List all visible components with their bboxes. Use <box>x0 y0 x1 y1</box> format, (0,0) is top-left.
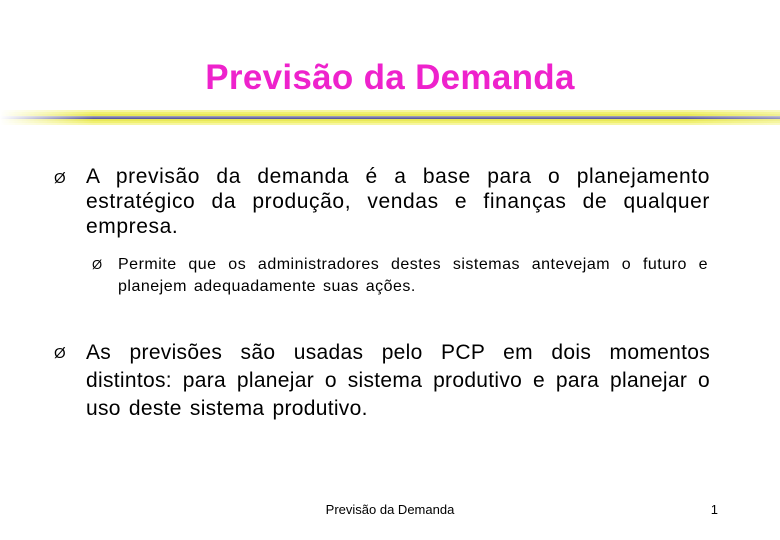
bullet-2 <box>54 339 710 423</box>
bullet-text: A previsão da demanda é a base para o planejamento estratégico da produção, vendas e finanças de qualquer empresa. <box>86 165 710 238</box>
page-number: 1 <box>710 502 718 517</box>
arrow-bullet-icon: Ø <box>92 257 103 272</box>
slide-footer: Previsão da Demanda <box>325 502 455 517</box>
sub-bullet-1 <box>92 254 708 298</box>
bullet-text: As previsões são usadas pelo PCP em dois momentos distintos: para planejar o sistema produtivo e para planejar o uso deste sistema produtivo. <box>86 341 710 420</box>
title-divider <box>0 110 780 126</box>
slide-title: Previsão da Demanda <box>205 58 575 97</box>
arrow-bullet-icon: Ø <box>54 345 66 362</box>
bullet-1 <box>54 164 710 239</box>
arrow-bullet-icon: Ø <box>54 170 66 187</box>
sub-bullet-text: Permite que os administradores destes sistemas antevejam o futuro e planejem adequadamente suas ações. <box>118 256 708 295</box>
